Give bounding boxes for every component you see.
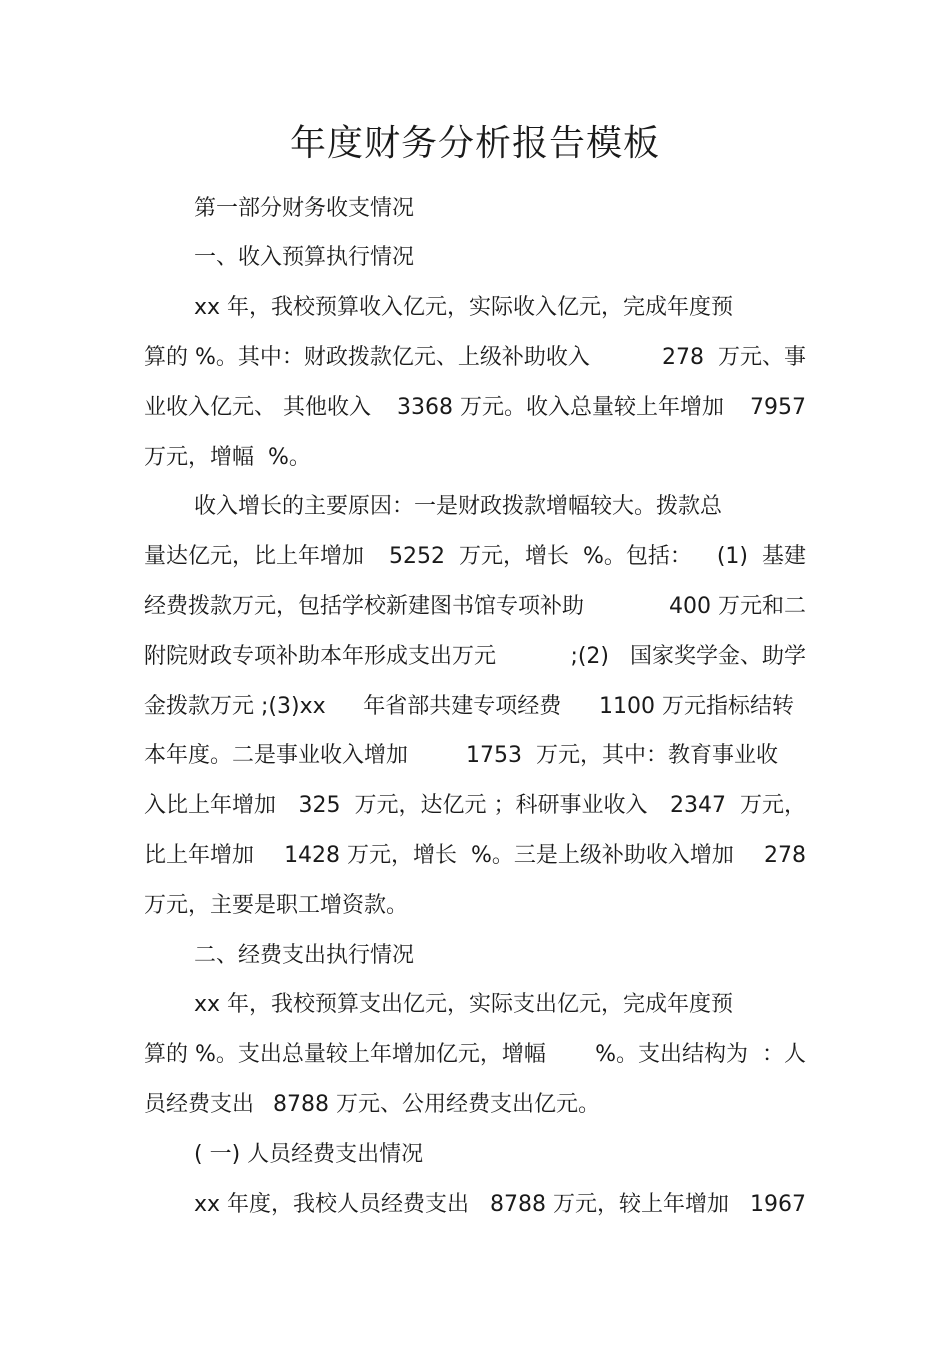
text-segment: 8788 万元，较上年增加	[490, 1192, 730, 1217]
document-title: 年度财务分析报告模板	[289, 123, 660, 164]
text-segment: 年省部共建专项经费	[363, 694, 562, 719]
text-segment: 算的 %。支出总量较上年增加亿元，增幅	[144, 1042, 546, 1067]
paragraph-line	[194, 1190, 806, 1220]
text-segment: ;(2) 国家奖学金、助学	[570, 644, 806, 669]
text-segment: 8788 万元、公用经费支出亿元。	[273, 1092, 600, 1117]
subsection-heading: ( 一) 人员经费支出情况	[194, 1142, 424, 1167]
paragraph-line	[144, 692, 794, 722]
paragraph-line: xx 年，我校预算支出亿元，实际支出亿元，完成年度预	[194, 992, 734, 1017]
text-segment: 278 万元、事	[662, 345, 806, 370]
paragraph-line	[144, 841, 806, 871]
text-segment: 3368 万元。收入总量较上年增加	[397, 395, 724, 420]
paragraph-line	[144, 741, 778, 771]
text-segment: 1100 万元指标结转	[599, 694, 794, 719]
text-segment: 400 万元和二	[669, 594, 806, 619]
text-segment: 1753 万元，其中：教育事业收	[466, 743, 778, 768]
paragraph-line	[144, 1090, 600, 1120]
paragraph-line: 万元，主要是职工增资款。	[144, 893, 409, 918]
text-segment: 入比上年增加	[144, 793, 277, 818]
text-segment: 量达亿元，比上年增加	[144, 544, 365, 569]
text-segment: 1967	[750, 1192, 806, 1217]
text-segment: 7957	[749, 395, 806, 420]
paragraph-line	[144, 592, 806, 622]
text-segment: 比上年增加	[144, 843, 255, 868]
subsection-heading: 二、经费支出执行情况	[194, 943, 415, 968]
text-segment: xx 年度，我校人员经费支出	[194, 1192, 470, 1217]
text-segment: 员经费支出	[144, 1092, 255, 1117]
text-segment: 2347 万元，	[670, 793, 806, 818]
text-segment: 本年度。二是事业收入增加	[144, 743, 409, 768]
subsection-heading: 一、收入预算执行情况	[194, 245, 415, 270]
section-heading: 第一部分财务收支情况	[194, 196, 415, 221]
text-segment: 5252 万元，增长 %。包括：	[388, 544, 692, 569]
text-segment: 325 万元，达亿元 ；科研事业收入	[298, 793, 648, 818]
text-segment: 业收入亿元、 其他收入	[144, 395, 371, 420]
text-segment: 附院财政专项补助本年形成支出万元	[144, 644, 497, 669]
text-segment: (1) 基建	[716, 544, 806, 569]
paragraph-line: 万元，增幅 %。	[144, 445, 311, 470]
paragraph-line	[144, 542, 806, 572]
paragraph-line: xx 年，我校预算收入亿元，实际收入亿元，完成年度预	[194, 295, 734, 320]
text-segment: 金拨款万元 ;(3)xx	[144, 694, 326, 719]
paragraph-line	[144, 791, 806, 821]
paragraph-line: 收入增长的主要原因：一是财政拨款增幅较大。拨款总	[194, 494, 723, 519]
text-segment: 1428 万元，增长 %。三是上级补助收入增加	[284, 843, 734, 868]
text-segment: %。支出结构为 ：人	[595, 1042, 806, 1067]
paragraph-line	[144, 642, 806, 672]
paragraph-line	[144, 393, 806, 423]
text-segment: 算的 %。其中：财政拨款亿元、上级补助收入	[144, 345, 590, 370]
text-segment: 278	[763, 843, 806, 868]
text-segment: 经费拨款万元，包括学校新建图书馆专项补助	[144, 594, 585, 619]
paragraph-line	[144, 1040, 806, 1070]
paragraph-line	[144, 343, 806, 373]
